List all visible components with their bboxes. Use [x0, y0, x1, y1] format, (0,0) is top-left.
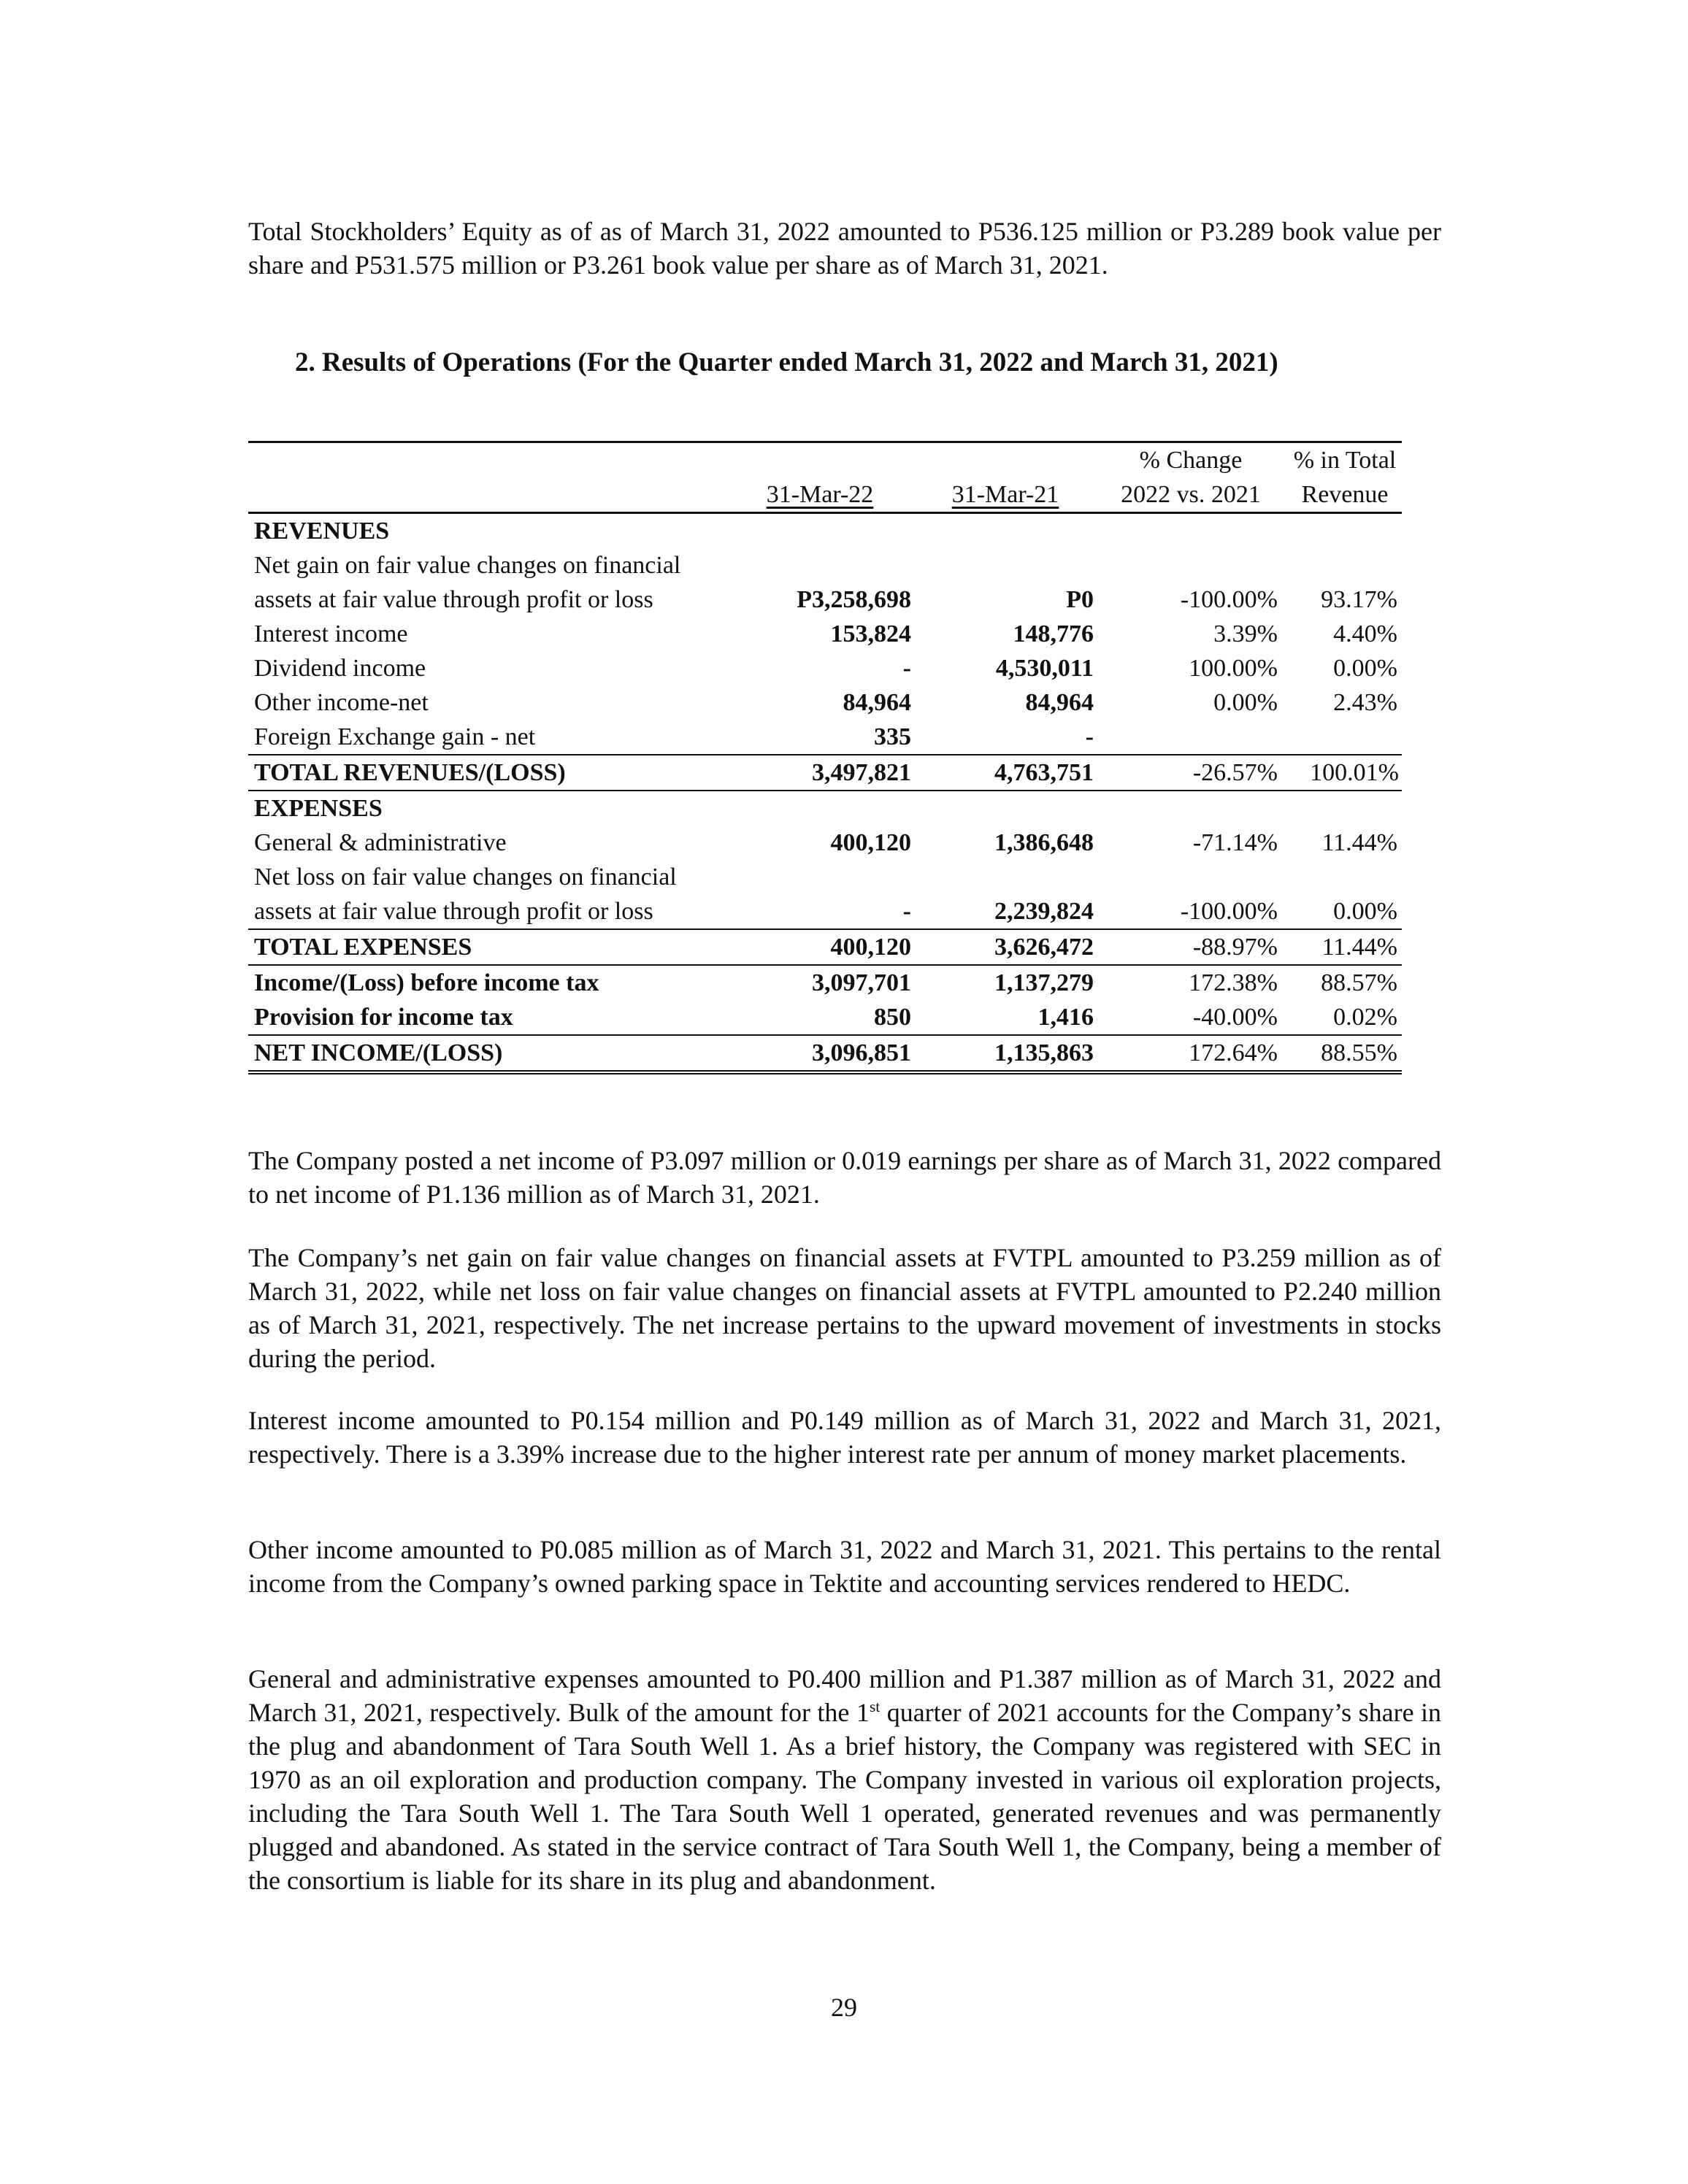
net-loss-label-line1: Net loss on fair value changes on financial [254, 864, 677, 891]
header-change-line1: % Change [1094, 442, 1282, 478]
table-row [248, 651, 1402, 685]
ga-change: -71.14% [1192, 829, 1278, 856]
dividend-label: Dividend income [254, 655, 426, 682]
table-row [248, 894, 1402, 929]
other-income-paragraph: Other income amounted to P0.085 million as of March 31, 2022 and March 31, 2021. This pertains to the rental income from the Company’s owned parking space in Tektite and accounting services rendered to HEDC. [248, 1535, 1441, 1598]
net-gain-share: 93.17% [1321, 586, 1397, 613]
total-expenses-change: -88.97% [1094, 929, 1282, 965]
total-expenses-share: 11.44% [1282, 929, 1402, 965]
table-row [248, 548, 1402, 582]
header-2022: 31-Mar-22 [723, 477, 911, 513]
interest-2021: 148,776 [1013, 620, 1094, 647]
total-expenses-2022: 400,120 [723, 929, 911, 965]
pretax-2021: 1,137,279 [994, 969, 1094, 996]
dividend-share: 0.00% [1333, 655, 1397, 682]
header-share-line2: Revenue [1282, 477, 1402, 513]
total-revenues-change: -26.57% [1094, 755, 1282, 791]
total-revenues-row [248, 755, 1402, 791]
net-income-label: NET INCOME/(LOSS) [248, 1035, 723, 1072]
revenues-label: REVENUES [254, 518, 390, 545]
interest-label: Interest income [254, 620, 408, 647]
net-loss-share: 0.00% [1282, 894, 1402, 929]
intro-paragraph: Total Stockholders’ Equity as of as of March 31, 2022 amounted to P536.125 million or P3.289 book value per share and P531.575 million or P3.261 book value per share as of March 31, 2021. [248, 217, 1441, 280]
fx-gain-2022: 335 [723, 720, 911, 755]
tax-label: Provision for income tax [248, 1000, 723, 1035]
net-income-change: 172.64% [1094, 1035, 1282, 1072]
net-gain-label-line1: Net gain on fair value changes on financial [254, 552, 681, 579]
pretax-share: 88.57% [1321, 969, 1397, 996]
header-2021: 31-Mar-21 [911, 477, 1094, 513]
pretax-2022: 3,097,701 [812, 969, 911, 996]
revenues-section-row [248, 513, 1402, 549]
ga-2021: 1,386,648 [994, 829, 1094, 856]
net-gain-2021: P0 [1066, 586, 1094, 613]
income-tax-row [248, 1000, 1402, 1035]
pretax-label: Income/(Loss) before income tax [254, 969, 599, 996]
total-revenues-2022: 3,497,821 [723, 755, 911, 791]
table-row [248, 860, 1402, 894]
dividend-2022: - [902, 655, 911, 682]
other-income-change: 0.00% [1213, 689, 1278, 716]
tax-2022: 850 [723, 1000, 911, 1035]
net-income-2022: 3,096,851 [723, 1035, 911, 1072]
total-expenses-row [248, 929, 1402, 965]
other-income-share: 2.43% [1333, 689, 1397, 716]
total-revenues-2021: 4,763,751 [911, 755, 1094, 791]
ga-expenses-paragraph: General and administrative expenses amounted to P0.400 million and P1.387 million as of March 31, 2022 and March 31, 2021, respectively. Bulk of the amount for the 1st quarter of 2021 accounts for the Company’s share in the plug and abandonment of Tara South Well 1. As a brief history, the Company was registered with SEC in 1970 as an oil exploration and production company. The Company invested in various oil exploration projects, including the Tara South Well 1. The Tara South Well 1 operated, generated revenues and was permanently plugged and abandoned. As stated in the service contract of Tara South Well 1, the Company, being a member of the consortium is liable for its share in its plug and abandonment. [248, 1664, 1441, 1895]
table-header-row [248, 442, 1402, 478]
table-row [248, 617, 1402, 651]
other-income-label: Other income-net [254, 689, 429, 716]
net-gain-label-line2: assets at fair value through profit or loss [254, 586, 653, 613]
other-income-2021: 84,964 [1025, 689, 1094, 716]
table-row [248, 582, 1402, 617]
net-income-paragraph: The Company posted a net income of P3.097 million or 0.019 earnings per share as of March 31, 2022 compared to net income of P1.136 million as of March 31, 2021. [248, 1146, 1441, 1209]
net-income-row [248, 1035, 1402, 1072]
other-income-2022: 84,964 [843, 689, 911, 716]
net-loss-2022: - [723, 894, 911, 929]
expenses-section-row [248, 791, 1402, 826]
pretax-income-row [248, 965, 1402, 1000]
fx-gain-label: Foreign Exchange gain - net [248, 720, 723, 755]
pretax-change: 172.38% [1189, 969, 1278, 996]
section-heading: 2. Results of Operations (For the Quarter ended March 31, 2022 and March 31, 2021) [295, 347, 1278, 377]
table-row [248, 685, 1402, 720]
total-expenses-label: TOTAL EXPENSES [248, 929, 723, 965]
header-share-line1: % in Total [1282, 442, 1402, 478]
net-income-share: 88.55% [1282, 1035, 1402, 1072]
tax-share: 0.02% [1282, 1000, 1402, 1035]
ga-2022: 400,120 [830, 829, 911, 856]
table-header-row [248, 477, 1402, 513]
dividend-2021: 4,530,011 [995, 655, 1094, 682]
interest-paragraph: Interest income amounted to P0.154 million and P0.149 million as of March 31, 2022 and March 31, 2021, respectively. There is a 3.39% increase due to the higher interest rate per annum of money market placements. [248, 1406, 1441, 1469]
interest-share: 4.40% [1333, 620, 1397, 647]
net-loss-change: -100.00% [1094, 894, 1282, 929]
dividend-change: 100.00% [1189, 655, 1278, 682]
header-change-line2: 2022 vs. 2021 [1094, 477, 1282, 513]
net-income-2021: 1,135,863 [911, 1035, 1094, 1072]
fx-gain-2021: - [911, 720, 1094, 755]
net-loss-label-line2: assets at fair value through profit or loss [248, 894, 723, 929]
net-gain-change: -100.00% [1180, 586, 1278, 613]
table-row [248, 720, 1402, 755]
ga-share: 11.44% [1321, 829, 1397, 856]
expenses-label: EXPENSES [254, 795, 383, 822]
table-row [248, 826, 1402, 860]
net-gain-2022: P3,258,698 [797, 586, 911, 613]
results-of-operations-table [248, 441, 1402, 1074]
interest-2022: 153,824 [830, 620, 911, 647]
net-loss-2021: 2,239,824 [911, 894, 1094, 929]
page-number: 29 [831, 1993, 857, 2022]
tax-change: -40.00% [1094, 1000, 1282, 1035]
fvtpl-paragraph: The Company’s net gain on fair value changes on financial assets at FVTPL amounted to P3.259 million as of March 31, 2022, while net loss on fair value changes on financial assets at FVTPL amounted to P2.240 million as of March 31, 2021, respectively. The net increase pertains to the upward movement of investments in stocks during the period. [248, 1243, 1441, 1373]
total-revenues-label: TOTAL REVENUES/(LOSS) [248, 755, 723, 791]
ga-label: General & administrative [254, 829, 507, 856]
tax-2021: 1,416 [911, 1000, 1094, 1035]
total-revenues-share: 100.01% [1282, 755, 1402, 791]
total-expenses-2021: 3,626,472 [911, 929, 1094, 965]
interest-change: 3.39% [1213, 620, 1278, 647]
